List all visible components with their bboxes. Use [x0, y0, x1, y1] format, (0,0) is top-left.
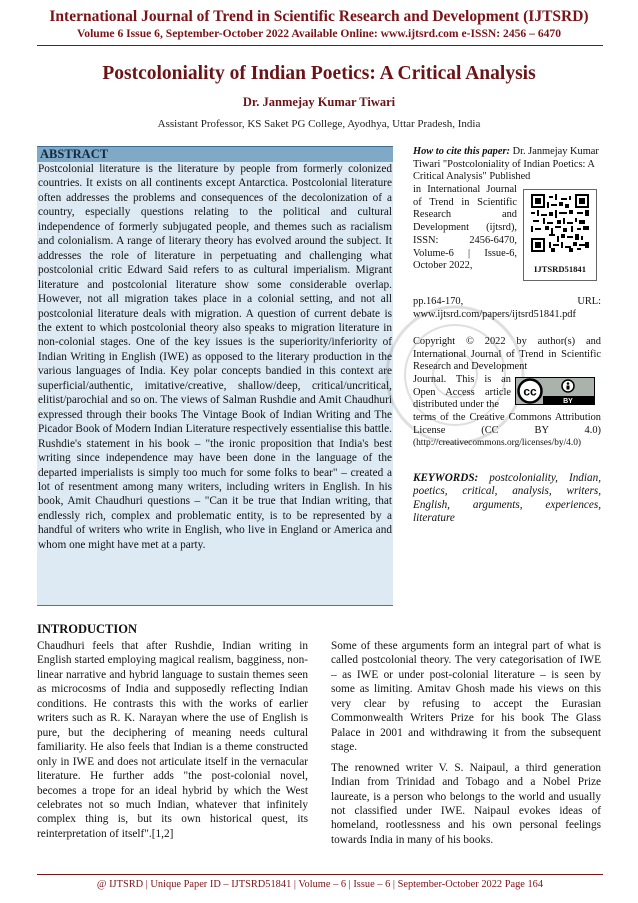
page-footer: @ IJTSRD | Unique Paper ID – IJTSRD51841 | Volume – 6 | Issue – 6 | September-October 2022 Page 164 [96, 879, 544, 890]
keywords-list: postcoloniality, Indian, poetics, critical, analysis, writers, English, arguments, experiences, literature [413, 472, 601, 524]
license-text: terms of the Creative Commons Attribution License (CC BY 4.0) [413, 412, 601, 436]
footer-rule [37, 874, 603, 875]
license-url[interactable]: (http://creativecommons.org/licenses/by/4.0) [413, 438, 582, 449]
journal-issue-line: Volume 6 Issue 6, September-October 2022 Available Online: www.ijtsrd.com e-ISSN: 2456 – 6470 [76, 27, 562, 40]
copyright-wrap-text: Journal. This is an Open Access article distributed under the [413, 374, 511, 411]
qr-code-icon [531, 194, 589, 252]
author-affiliation: Assistant Professor, KS Saket PG College, Ayodhya, Uttar Pradesh, India [157, 118, 481, 130]
introduction-paragraph: The renowned writer V. S. Naipaul, a third generation Indian from Trinidad and Tobago and a Nobel Prize laureate, is a person who belongs to the world and usually not classified under IWE. Naipaul evokes ideas of homeland, rootlessness and his own personal feelings towards India in many of his books. [331, 761, 601, 846]
abstract-box [37, 162, 393, 606]
paper-title: Postcoloniality of Indian Poetics: A Critical Analysis [102, 63, 536, 84]
qr-code-box [523, 189, 597, 281]
citation-wrap-text: in International Journal of Trend in Scientific Research and Development (ijtsrd), ISSN: 2456-6470, Volume-6 | Issue-6, October 2022, [413, 184, 517, 272]
citation-url-line[interactable]: pp.164-170, URL: www.ijtsrd.com/papers/ijtsrd51841.pdf [413, 296, 601, 320]
introduction-heading: INTRODUCTION [37, 622, 138, 636]
qr-paper-id: IJTSRD51841 [533, 264, 587, 274]
keywords [413, 472, 601, 525]
header-rule [37, 45, 603, 46]
abstract-heading: ABSTRACT [40, 147, 109, 161]
author-name: Dr. Janmejay Kumar Tiwari [242, 95, 396, 109]
introduction-right-column [331, 639, 601, 853]
introduction-paragraph: Some of these arguments form an integral part of what is called postcolonial theory. The very categorisation of IWE – as IWE or under post-colonial literature – is seen by some as limiting. Amitav Ghosh made his views on this very clear by refusing to accept the Eurasian Commonwealth Writers Prize for his book The Glass Palace in 2001 and withdrawing it from the subsequent stage. [331, 640, 601, 754]
abstract-text: Postcolonial literature is the literature by people from formerly colonized countries. It exists on all continents except Antarctica. Postcolonial literature often addresses the problems and consequences of the decolonization of a country, especially questions relating to the political and cultural independence of formerly subjugated people, and themes such as racialism and colonialism. A range of literary theory has evolved around the subject. It addresses the role of literature in perpetuating and challenging what postcolonial critic Edward Said refers to as cultural imperialism. Migrant literature and postcolonial literature show some considerable overlap. However, not all migration takes place in a colonial setting, and not all postcolonial literature deals with migration. A question of current debate is the extent to which postcolonial theory also speaks to migration literature in non-colonial stages. One of the key issues is the superiority/inferiority of Indian Writing in English (IWE) as opposed to the literary production in the various languages of India. Key polar concepts bandied in this context are superficial/authentic, imitative/creative, shallow/deep, critical/uncritical, elitist/parochial and so on. The views of Salman Rushdie and Amit Chaudhuri expressed through their books The Vintage Book of Indian Writing and The Picador Book of Modern Indian Literature respectively essentialise this battle. Rushdie's statement in his book – "the ironic proposition that India's best writing since independence may have been done in the language of the departed imperialists is simply too much for some folks to bear" – created a lot of resentment among many writers, including writers in English. In his book, Amit Chaudhuri questions – "Can it be true that Indian writing, that endlessly rich, complex and problematic entity, is to be represented by a handful of writers who write in English, who live in England or America and whom one might have met at a party. [38, 163, 392, 551]
cc-by-license-icon [515, 377, 595, 405]
copyright-text: Copyright © 2022 by author(s) and International Journal of Trend in Scientific Research and Development [413, 336, 601, 373]
copyright-license [413, 412, 601, 450]
introduction-left-column: Chaudhuri feels that after Rushdie, Indian writing in English started employing magical realism, bagginess, non-linear narrative and hybrid language to sustain themes seen as microcosms of India and supposedly reflecting Indian conditions. He contrasts this with the works of earlier writers such as R. K. Narayan where the use of English is pure, but the deciphering of meaning needs cultural familiarity. He also feels that Indian is a theme constructed only in IWE and does not articulate itself in the vernacular literature. He further adds "the post-colonial novel, becomes a trope for an ideal hybrid by which the West celebrates not so much Indian, whatever that infinitely complex thing is, but its own historical quest, its reinterpretation of itself".[1,2] [37, 640, 308, 840]
abstract-heading-bar [37, 146, 393, 162]
svg-text:cc: cc [523, 384, 537, 399]
journal-title: International Journal of Trend in Scientific Research and Development (IJTSRD) [49, 8, 589, 25]
citation-lead: How to cite this paper: [413, 146, 510, 157]
citation-intro [413, 146, 601, 184]
cc-badge-label: BY [563, 398, 573, 405]
keywords-lead: KEYWORDS: [413, 472, 479, 484]
citation-line: Dr. Janmejay Kumar Tiwari "Postcoloniality of Indian Poetics: A Critical Analysis" Published [413, 146, 599, 183]
